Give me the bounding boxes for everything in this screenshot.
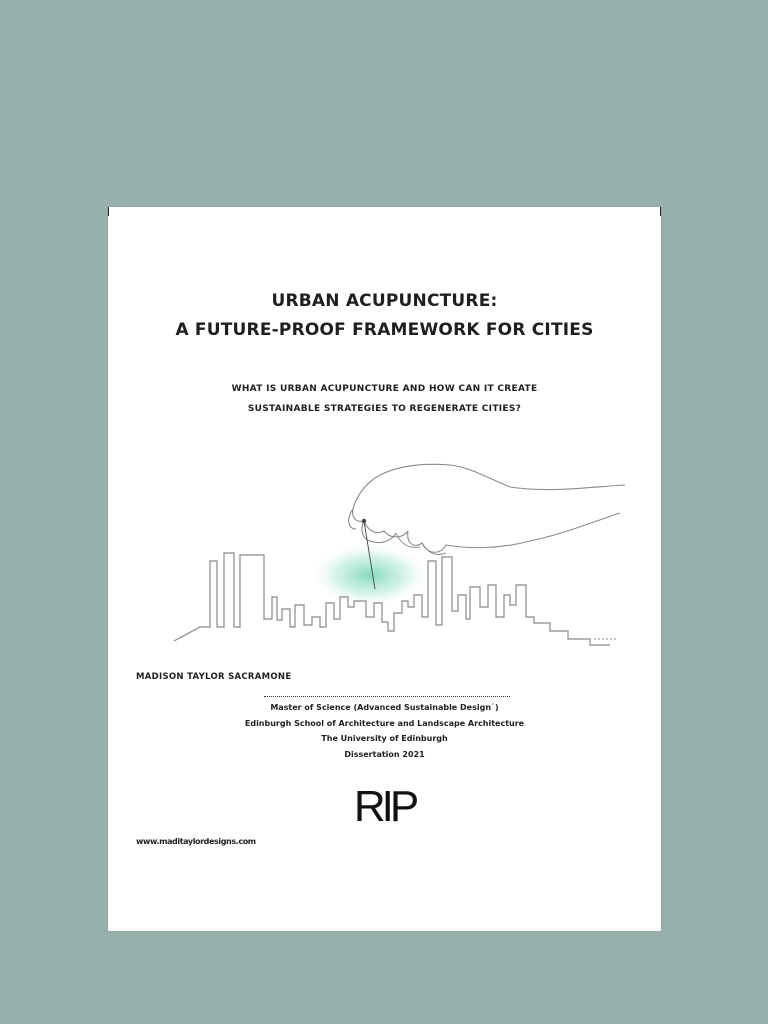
degree-line-4: Dissertation 2021	[344, 749, 425, 759]
degree-line-2: Edinburgh School of Architecture and Landscape Architecture	[244, 718, 525, 728]
author-name: MADISON TAYLOR SACRAMONE	[136, 672, 292, 682]
subtitle-line-2: SUSTAINABLE STRATEGIES TO REGENERATE CITIES?	[247, 404, 522, 414]
title-line-2: A FUTURE-PROOF FRAMEWORK FOR CITIES	[175, 320, 594, 340]
title-line-1: URBAN ACUPUNCTURE:	[271, 291, 498, 311]
rip-logo: RIP	[353, 782, 416, 831]
document-page	[108, 207, 661, 931]
document-subtitle	[108, 379, 661, 419]
page-edge-mark-right	[660, 207, 661, 216]
degree-info	[108, 700, 661, 762]
page-edge-mark-left	[108, 207, 109, 216]
hand-with-needle-over-city-skyline-icon	[170, 457, 630, 652]
document-title	[108, 287, 661, 345]
degree-line-3: The University of Edinburgh	[321, 734, 448, 743]
subtitle-line-1: WHAT IS URBAN ACUPUNCTURE AND HOW CAN IT CREATE	[231, 384, 538, 394]
degree-line-1: Master of Science (Advanced Sustainable Design˙)	[270, 703, 499, 712]
website-link[interactable]: www.maditaylordesigns.com	[136, 837, 256, 846]
dotted-divider	[264, 696, 510, 697]
